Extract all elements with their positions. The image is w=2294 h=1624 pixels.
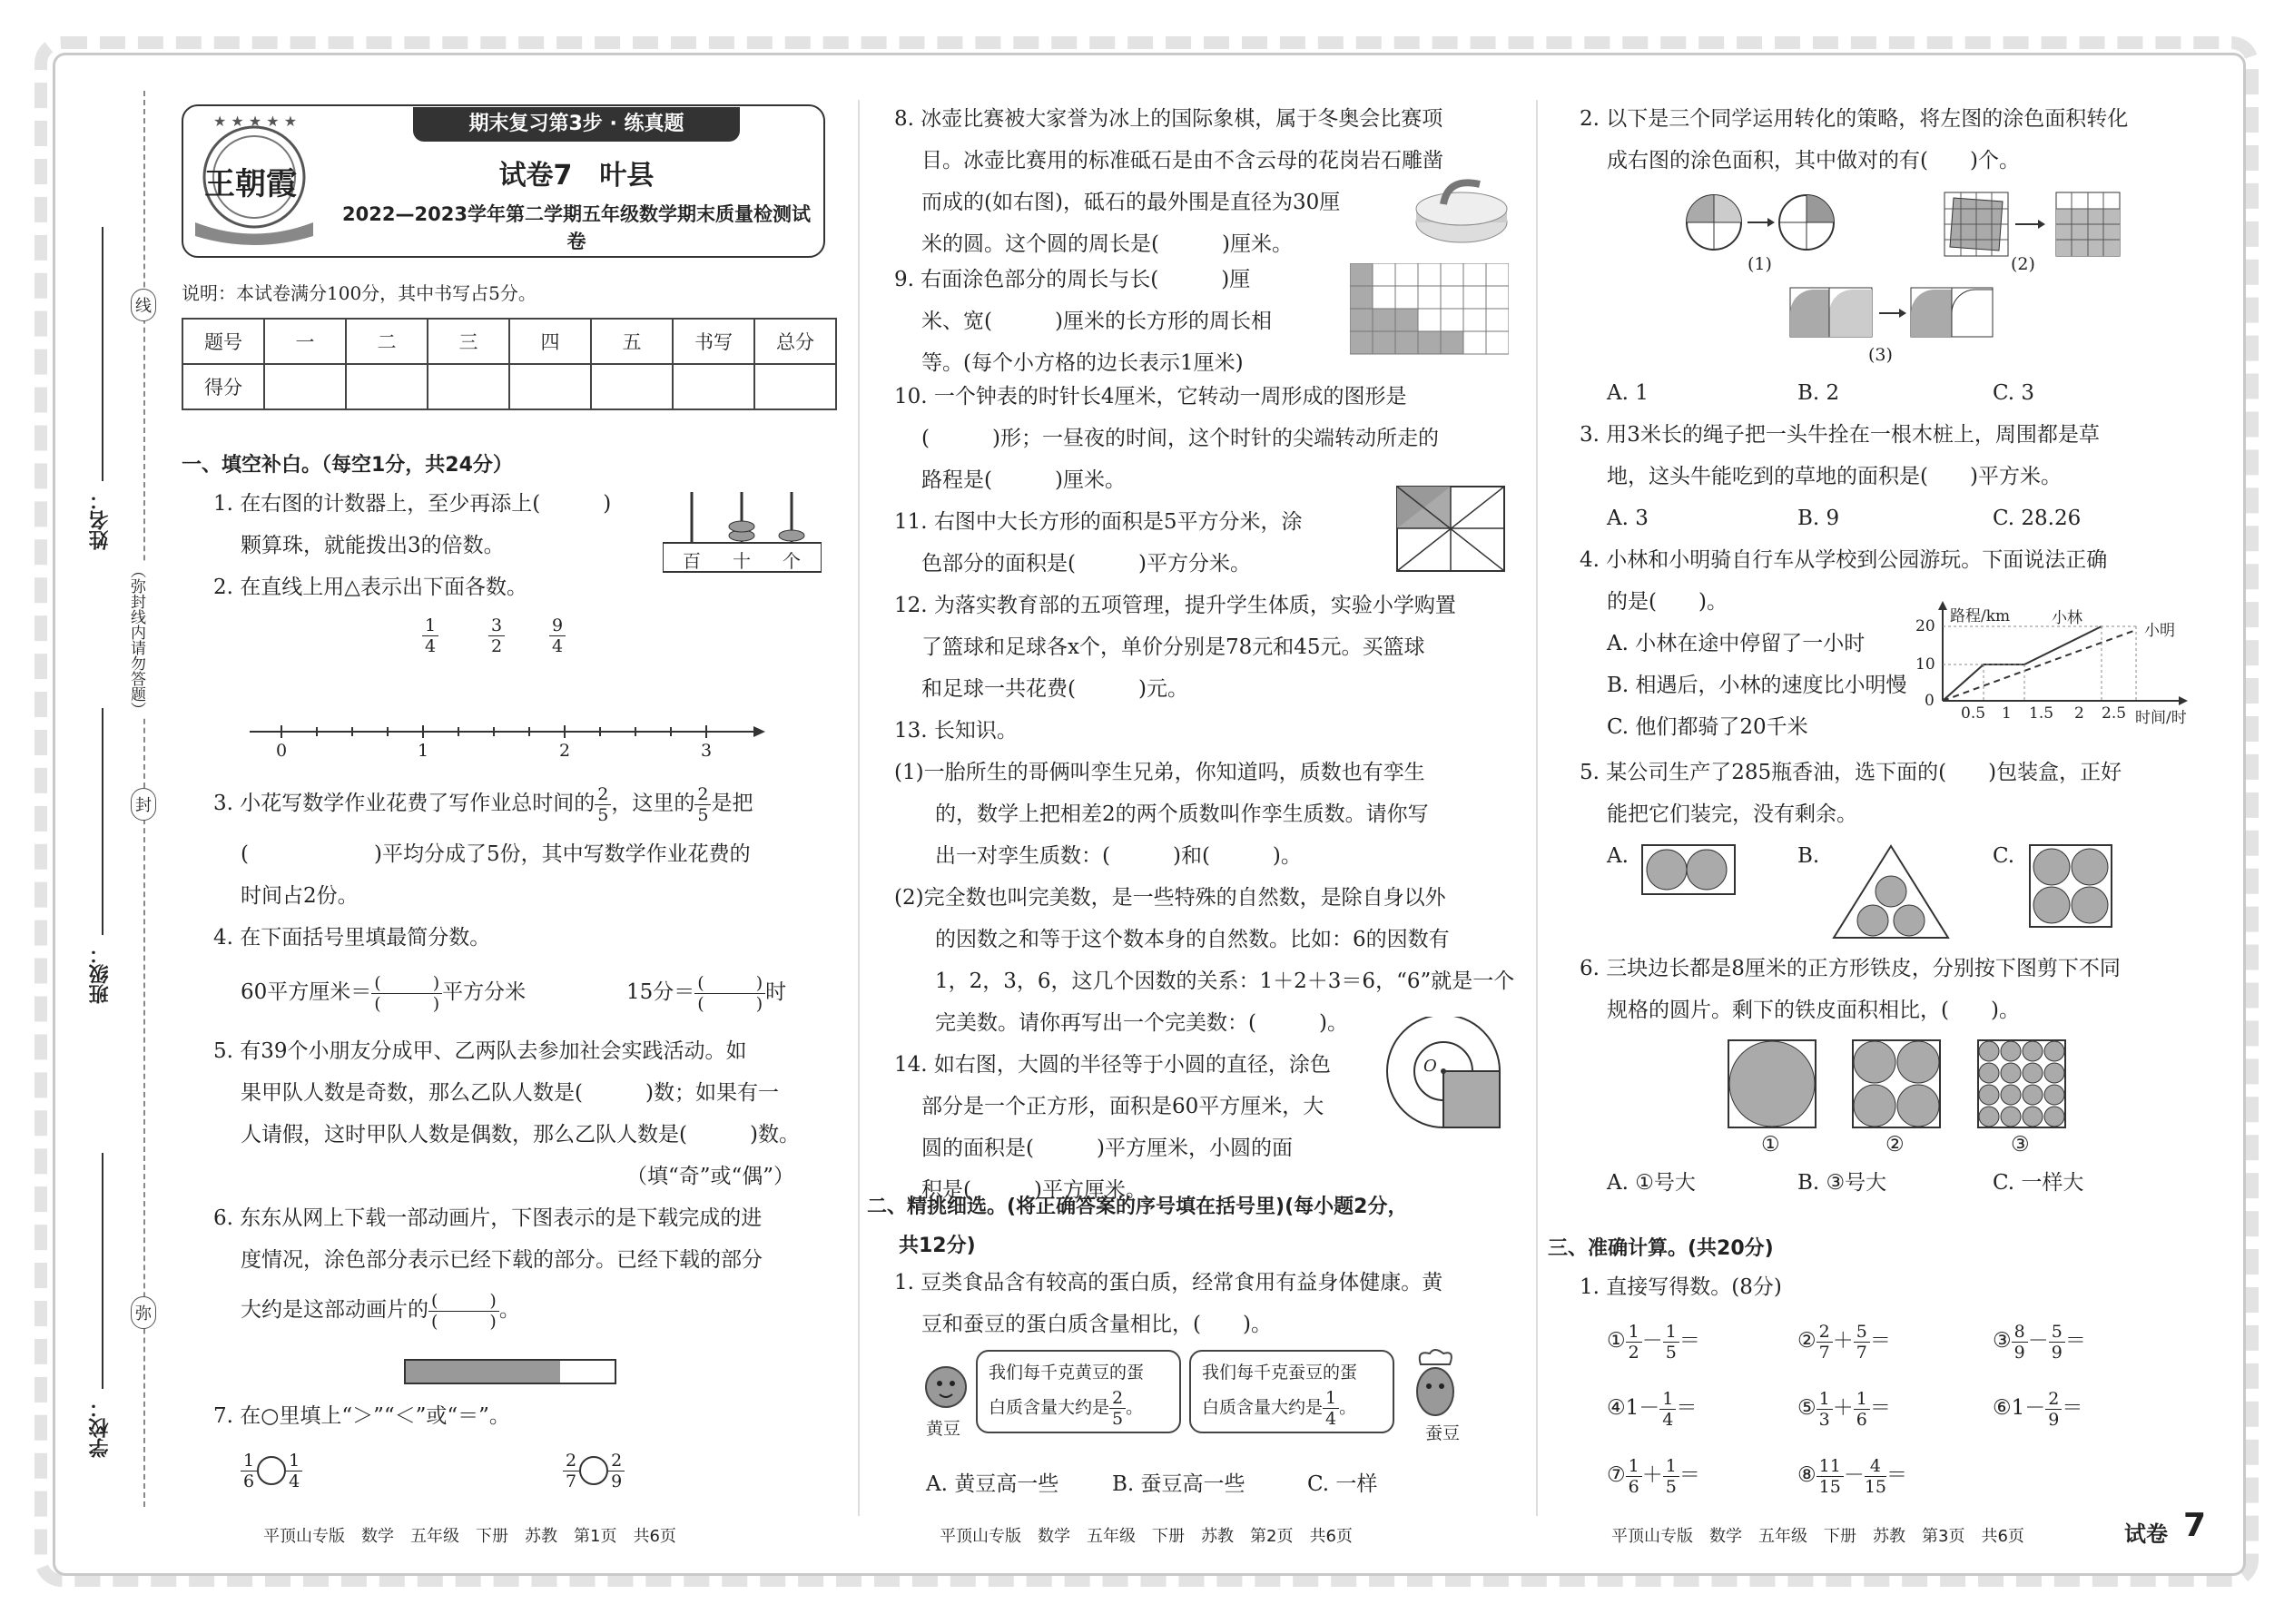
eq-2: ② $\frac{2}{7}$ ＋ $\frac{5}{7}$ ＝ [1797, 1321, 1891, 1363]
q2-fraction: $\frac{1}{4}$ [422, 615, 438, 656]
score-header-row [182, 319, 836, 364]
q10-line1: 10. 一个钟表的时针长4厘米，它转动一周形成的图形是 [894, 385, 1407, 408]
q2-fraction: $\frac{3}{2}$ [488, 615, 505, 656]
calc-title: 1. 直接写得数。(8分) [1580, 1275, 1782, 1299]
column-divider [1536, 100, 1538, 1516]
fig-label: (3) [1868, 345, 1893, 365]
score-table [182, 318, 837, 410]
abacus-label: 个 [783, 550, 801, 572]
footer-number: 7 [2183, 1507, 2207, 1544]
graph-y-tick: 20 [1915, 617, 1935, 635]
q9-line2: 米、宽( )厘米的长方形的周长相 [921, 310, 1272, 333]
abacus-label: 百 [683, 550, 701, 572]
q3-line2: ( )平均分成了5份，其中写数学作业花费的 [241, 842, 751, 866]
note: 说明：本试卷满分100分，其中书写占5分。 [182, 282, 537, 304]
number-line [250, 723, 767, 777]
logo-text: 王朝霞 [204, 166, 297, 202]
c1-option-c: C. 一样 [1307, 1472, 1378, 1496]
c5-option-b: B. [1797, 844, 1820, 868]
score-value-row [182, 364, 836, 409]
q14-line2: 部分是一个正方形，面积是60平方厘米，大 [921, 1095, 1324, 1118]
q6-line2: 度情况，涂色部分表示已经下载的部分。已经下载的部分 [241, 1248, 763, 1272]
c4-line2: 的是( )。 [1607, 590, 1728, 614]
q13-line3: 出一对孪生质数：( )和( )。 [935, 844, 1302, 868]
tick-label: 2 [559, 741, 571, 761]
c3-line1: 3. 用3米长的绳子把一头牛拴在一根木桩上，周围都是草 [1580, 423, 2100, 447]
broadbean-speech-bubble: 我们每千克蚕豆的蛋 白质含量大约是 $\frac{1}{4}$ 。 [1189, 1350, 1394, 1433]
score-cell: 题号 [182, 319, 264, 364]
c1-line2: 豆和蚕豆的蛋白质含量相比，( )。 [921, 1313, 1272, 1336]
c4-distance-time-graph [1906, 601, 2197, 728]
c3-option-b: B. 9 [1797, 507, 1840, 530]
q13-line1: (1)一胎所生的哥俩叫孪生兄弟，你知道吗，质数也有孪生 [894, 761, 1425, 784]
score-cell: 总分 [754, 319, 836, 364]
binding-line-mark: 线 [131, 289, 156, 321]
q11-line1: 11. 右图中大长方形的面积是5平方分米，涂 [894, 510, 1303, 534]
q9-line1: 9. 右面涂色部分的周长与长( )厘 [894, 268, 1251, 291]
q7-text: 7. 在○里填上“＞”“＜”或“＝”。 [213, 1404, 510, 1428]
q4-text: 4. 在下面括号里填最简分数。 [213, 926, 491, 950]
q14-line1: 14. 如右图，大圆的半径等于小圆的直径，涂色 [894, 1053, 1331, 1077]
soybean-label: 黄豆 [926, 1419, 961, 1439]
binding-seal-mark: 封 [131, 788, 156, 821]
score-cell: 三 [428, 319, 509, 364]
c5-option-a: A. [1607, 844, 1629, 868]
q11-line2: 色部分的面积是( )平方分米。 [921, 552, 1251, 576]
c2-line2: 成右图的涂色面积，其中做对的有( )个。 [1607, 149, 2020, 172]
q8-line4: 米的圆。这个圆的周长是( )厘米。 [921, 232, 1293, 256]
c6-plate-1 [1728, 1039, 1816, 1132]
q1-line1: 1. 在右图的计数器上，至少再添上( ) [213, 492, 612, 516]
eq-8: ⑧ $\frac{11}{15}$ － $\frac{4}{15}$ ＝ [1797, 1455, 1907, 1497]
c6-line2: 规格的圆片。剩下的铁皮面积相比，( )。 [1607, 999, 2020, 1022]
plate-label: ① [1761, 1133, 1780, 1156]
q10-line3: 路程是( )厘米。 [921, 468, 1126, 492]
q8-line3: 而成的(如右图)，砥石的最外围是直径为30厘 [921, 191, 1341, 214]
q4-eq2: 15分＝ $\frac{( )}{( )}$ 时 [626, 972, 787, 1014]
q13-line7: 完美数。请你再写出一个完美数：( )。 [935, 1011, 1348, 1035]
score-cell: 一 [264, 319, 346, 364]
column-divider [858, 100, 860, 1516]
c6-option-c: C. 一样大 [1993, 1171, 2084, 1195]
q8-line1: 8. 冰壶比赛被大家誉为冰上的国际象棋，属于冬奥会比赛项 [894, 107, 1443, 131]
c2-option-b: B. 2 [1797, 381, 1840, 405]
q5-line3: 人请假，这时甲队人数是偶数，那么乙队人数是( )数。 [241, 1123, 800, 1147]
q12-line2: 了篮球和足球各x个，单价分别是78元和45元。买篮球 [921, 635, 1425, 659]
c2-figure-3 [1788, 286, 1997, 344]
q2-fraction: $\frac{9}{4}$ [549, 615, 566, 656]
score-cell: 二 [346, 319, 428, 364]
c5-box-c [2029, 844, 2112, 931]
q9-grid [1350, 263, 1509, 371]
c2-line1: 2. 以下是三个同学运用转化的策略，将左图的涂色面积转化 [1580, 107, 2129, 131]
q4-eq1: 60平方厘米＝ $\frac{( )}{( )}$ 平方分米 [241, 972, 527, 1014]
q3-line1: 3. 小花写数学作业花费了写作业总时间的 $\frac{2}{5}$ ，这里的 $\frac{2}{5}$ 是把 [213, 783, 753, 825]
c1-option-b: B. 蚕豆高一些 [1112, 1472, 1245, 1496]
svg-text:★ ★ ★ ★ ★: ★ ★ ★ ★ ★ [213, 113, 298, 130]
q13-line5: 的因数之和等于这个数本身的自然数。比如：6的因数有 [935, 928, 1450, 951]
c5-box-a [1641, 844, 1736, 899]
q14-line3: 圆的面积是( )平方厘米，小圆的面 [921, 1137, 1293, 1160]
q2-text: 2. 在直线上用△表示出下面各数。 [213, 576, 527, 599]
name-line [102, 227, 103, 481]
c3-line2: 地，这头牛能吃到的草地的面积是( )平方米。 [1607, 465, 2062, 488]
score-input[interactable] [264, 364, 346, 409]
plate-label: ② [1885, 1133, 1905, 1156]
eq-1: ① $\frac{1}{2}$ － $\frac{1}{5}$ ＝ [1607, 1321, 1700, 1363]
graph-y-tick: 0 [1925, 692, 1935, 710]
q13-line2: 的，数学上把相差2的两个质数叫作孪生质数。请你写 [935, 802, 1429, 826]
graph-x-tick: 1.5 [2029, 704, 2054, 723]
graph-line-label: 小明 [2144, 622, 2175, 640]
score-input[interactable] [428, 364, 509, 409]
school-label: 学校： [89, 1398, 112, 1458]
graph-y-tick: 10 [1915, 655, 1935, 674]
q6-line1: 6. 东东从网上下载一部动画片，下图表示的是下载完成的进 [213, 1206, 763, 1230]
plate-label: ③ [2011, 1133, 2030, 1156]
c6-option-b: B. ③号大 [1797, 1171, 1887, 1195]
score-cell: 四 [509, 319, 591, 364]
q8-line2: 目。冰壶比赛用的标准砥石是由不含云母的花岗岩石雕凿 [921, 149, 1443, 172]
footer-tag: 试卷 [2124, 1521, 2168, 1547]
q12-line3: 和足球一共花费( )元。 [921, 677, 1188, 701]
tick-label: 3 [701, 741, 713, 761]
eq-6: ⑥1－ $\frac{2}{9}$ ＝ [1993, 1388, 2083, 1430]
graph-x-tick: 0.5 [1961, 704, 1986, 723]
score-input[interactable] [754, 364, 836, 409]
c4-option-c: C. 他们都骑了20千米 [1607, 715, 1808, 739]
broadbean-label: 蚕豆 [1425, 1423, 1461, 1443]
eq-4: ④1－ $\frac{1}{4}$ ＝ [1607, 1388, 1698, 1430]
c6-plate-2 [1852, 1039, 1941, 1132]
logo [186, 113, 322, 250]
soybean-icon [921, 1362, 971, 1416]
c5-option-c: C. [1993, 844, 2015, 868]
circle-center-label: O [1423, 1057, 1437, 1076]
q9-line3: 等。(每个小方格的边长表示1厘米) [921, 351, 1244, 375]
q12-line1: 12. 为落实教育部的五项管理，提升学生体质，实验小学购置 [894, 594, 1456, 617]
q10-line2: ( )形；一昼夜的时间，这个时针的尖端转动所走的 [921, 427, 1439, 450]
graph-x-tick: 1 [2002, 704, 2012, 723]
eq-3: ③ $\frac{8}{9}$ － $\frac{5}{9}$ ＝ [1993, 1321, 2086, 1363]
score-cell: 得分 [182, 364, 264, 409]
c1-line1: 1. 豆类食品含有较高的蛋白质，经常食用有益身体健康。黄 [894, 1271, 1443, 1294]
q3-line3: 时间占2份。 [241, 884, 359, 908]
class-label: 班级： [89, 944, 112, 1004]
c2-figure-1 [1684, 192, 1838, 260]
header-badge: 期末复习第3步 · 练真题 [413, 107, 740, 142]
c2-option-c: C. 3 [1993, 381, 2035, 405]
graph-y-label: 路程/km [1950, 607, 2011, 625]
q5-hint: （填“奇”或“偶”） [626, 1165, 795, 1188]
c3-option-c: C. 28.26 [1993, 507, 2082, 530]
graph-x-label: 时间/时 [2135, 709, 2187, 727]
q1-line2: 颗算珠，就能拨出3的倍数。 [241, 534, 505, 557]
exam-title: 试卷7 叶县 [498, 160, 655, 192]
c6-line1: 6. 三块边长都是8厘米的正方形铁皮，分别按下图剪下不同 [1580, 957, 2121, 980]
section-2-title: 二、精挑细选。(将正确答案的序号填在括号里)(每小题2分， [867, 1196, 1408, 1218]
tick-label: 0 [276, 741, 288, 761]
q7-item1: $\frac{1}{6}$ $\frac{1}{4}$ [241, 1449, 302, 1491]
c6-plate-3 [1977, 1039, 2066, 1132]
q14-line4: 积是( )平方厘米。 [921, 1178, 1147, 1202]
exam-subtitle: 2022—2023学年第二学期五年级数学期末质量检测试卷 [342, 203, 811, 252]
score-cell: 五 [591, 319, 673, 364]
c5-box-b [1832, 844, 1950, 943]
fig-label: (2) [2011, 254, 2035, 274]
footer-page-3: 平顶山专版 数学 五年级 下册 苏教 第3页 共6页 [1611, 1527, 2024, 1546]
fig-label: (1) [1748, 254, 1772, 274]
q5-line1: 5. 有39个小朋友分成甲、乙两队去参加社会实践活动。如 [213, 1039, 747, 1063]
q11-rectangle-figure [1396, 486, 1505, 576]
score-input[interactable] [346, 364, 428, 409]
c6-option-a: A. ①号大 [1607, 1171, 1696, 1195]
curling-stone-icon [1412, 168, 1511, 250]
q13-title: 13. 长知识。 [894, 719, 1018, 743]
graph-x-tick: 2.5 [2102, 704, 2127, 723]
q14-circle-figure [1382, 1017, 1509, 1144]
score-input[interactable] [591, 364, 673, 409]
abacus [663, 490, 822, 574]
broadbean-chef-icon [1403, 1348, 1466, 1421]
footer-page-2: 平顶山专版 数学 五年级 下册 苏教 第2页 共6页 [940, 1527, 1353, 1546]
c3-option-a: A. 3 [1607, 507, 1649, 530]
section-2-title-cont: 共12分) [899, 1235, 976, 1257]
score-input[interactable] [673, 364, 754, 409]
q6-line3: 大约是这部动画片的 $\frac{( )}{( )}$ 。 [241, 1290, 520, 1332]
class-line [102, 708, 103, 935]
tick-label: 1 [418, 741, 429, 761]
download-progress-bar [404, 1359, 616, 1384]
c2-option-a: A. 1 [1607, 381, 1649, 405]
section-3-title: 三、准确计算。(共20分) [1548, 1237, 1774, 1260]
binding-mi-mark: 弥 [131, 1296, 156, 1329]
c4-option-b: B. 相遇后，小林的速度比小明慢 [1607, 674, 1907, 697]
footer-page-1: 平顶山专版 数学 五年级 下册 苏教 第1页 共6页 [263, 1527, 676, 1546]
graph-x-tick: 2 [2074, 704, 2084, 723]
q5-line2: 果甲队人数是奇数，那么乙队人数是( )数；如果有一 [241, 1081, 779, 1105]
q13-line6: 1，2，3，6，这几个因数的关系：1＋2＋3＝6，“6”就是一个 [935, 969, 1515, 993]
name-label: 姓名： [89, 490, 112, 550]
score-cell: 书写 [673, 319, 754, 364]
q13-line4: (2)完全数也叫完美数，是一些特殊的自然数，是除自身以外 [894, 886, 1446, 910]
c4-option-a: A. 小林在途中停留了一小时 [1607, 632, 1866, 655]
q7-item2: $\frac{2}{7}$ $\frac{2}{9}$ [563, 1449, 625, 1491]
c4-line1: 4. 小林和小明骑自行车从学校到公园游玩。下面说法正确 [1580, 548, 2108, 572]
c5-line2: 能把它们装完，没有剩余。 [1607, 802, 1857, 826]
graph-line-label: 小林 [2052, 609, 2082, 627]
eq-5: ⑤ $\frac{1}{3}$ ＋ $\frac{1}{6}$ ＝ [1797, 1388, 1891, 1430]
eq-7: ⑦ $\frac{1}{6}$ ＋ $\frac{1}{5}$ ＝ [1607, 1455, 1700, 1497]
abacus-label: 十 [733, 550, 751, 572]
c5-line1: 5. 某公司生产了285瓶香油，选下面的( )包装盒，正好 [1580, 761, 2122, 784]
school-line [102, 1153, 103, 1389]
soybean-speech-bubble: 我们每千克黄豆的蛋 白质含量大约是 $\frac{2}{5}$ 。 [976, 1350, 1181, 1433]
binding-warning: （弥封线内请勿答题） [125, 563, 148, 717]
section-1-title: 一、填空补白。（每空1分，共24分） [182, 454, 513, 477]
score-input[interactable] [509, 364, 591, 409]
c1-option-a: A. 黄豆高一些 [926, 1472, 1059, 1496]
